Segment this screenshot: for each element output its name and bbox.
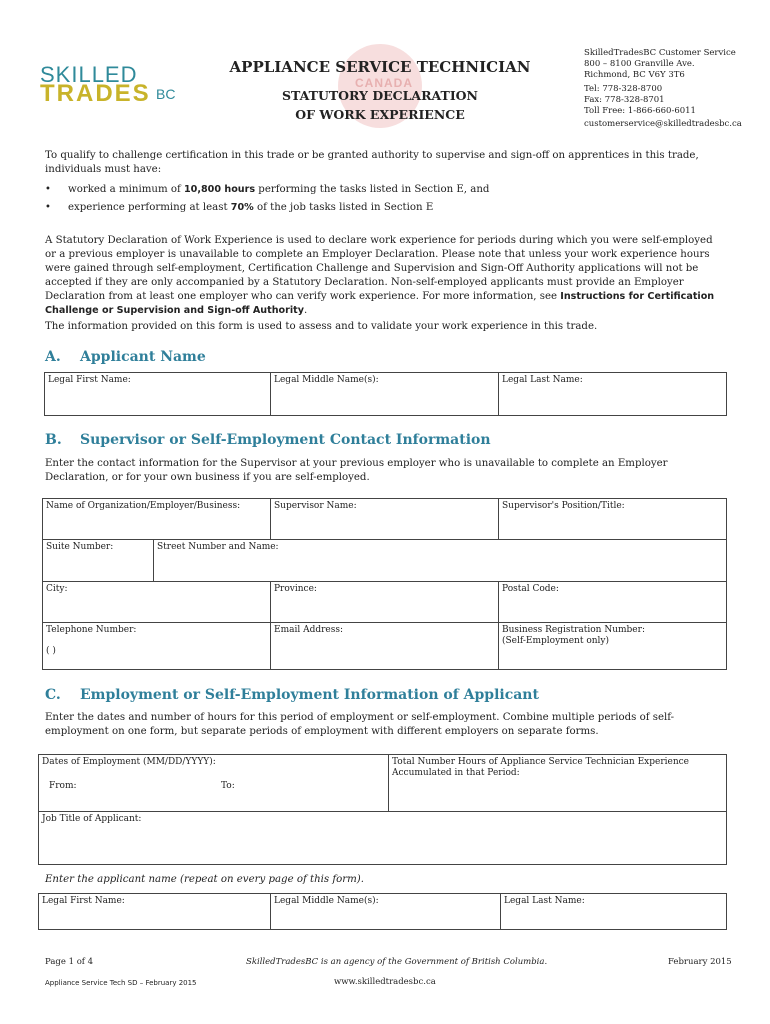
city-label: City:: [46, 584, 68, 594]
page-number: Page 1 of 4: [45, 957, 94, 967]
telephone-field[interactable]: [42, 622, 271, 670]
job-title-label: Job Title of Applicant:: [42, 814, 142, 824]
bullet-1: [68, 183, 688, 197]
repeat-legal-first-name-label: Legal First Name:: [42, 896, 125, 906]
telephone-label: Telephone Number:: [46, 625, 137, 635]
dates-of-employment-field[interactable]: [38, 754, 389, 812]
logo-trades-text: TRADES: [40, 80, 151, 107]
para2-end: .: [304, 305, 308, 316]
contact-org: SkilledTradesBC Customer Service: [584, 48, 736, 58]
document-subtitle-1: STATUTORY DECLARATION: [281, 88, 478, 103]
contact-email: customerservice@skilledtradesbc.ca: [584, 119, 742, 129]
bullet-dot: •: [45, 184, 51, 195]
email-field[interactable]: [270, 622, 499, 670]
email-label: Email Address:: [274, 625, 344, 635]
document-subtitle-2: OF WORK EXPERIENCE: [295, 107, 465, 122]
section-c-description: Enter the dates and number of hours for this period of employment or self-employment. Combine multiple periods of self-employment on one form, but separate periods of employment with different employers on separate forms.: [45, 712, 675, 737]
document-title: APPLIANCE SERVICE TECHNICIAN: [229, 58, 531, 76]
suite-number-field[interactable]: [42, 539, 154, 582]
contact-address2: Richmond, BC V6Y 3T6: [584, 70, 685, 80]
legal-first-name-label: Legal First Name:: [48, 375, 131, 385]
bullet-2-pre: experience performing at least: [68, 202, 231, 213]
dates-of-employment-label: Dates of Employment (MM/DD/YYYY):: [42, 757, 216, 767]
repeat-legal-last-name-field[interactable]: [500, 893, 727, 930]
legal-first-name-field[interactable]: [44, 372, 271, 416]
section-c-title: Employment or Self-Employment Information of Applicant: [80, 687, 539, 703]
bullet-2-post: of the job tasks listed in Section E: [253, 202, 434, 213]
bullet-2: [68, 201, 688, 215]
telephone-area-code: ( ): [46, 646, 56, 656]
total-hours-field[interactable]: [388, 754, 727, 812]
bullet-1-bold: 10,800 hours: [184, 184, 256, 195]
legal-last-name-label: Legal Last Name:: [502, 375, 583, 385]
supervisor-name-label: Supervisor Name:: [274, 501, 357, 511]
contact-address1: 800 – 8100 Granville Ave.: [584, 59, 695, 69]
suite-number-label: Suite Number:: [46, 542, 114, 552]
section-a-title: Applicant Name: [80, 349, 206, 365]
intro-paragraph-3: The information provided on this form is used to assess and to validate your work experience in this trade.: [45, 321, 598, 332]
intro-paragraph-2: [45, 234, 721, 318]
total-hours-label-2: Accumulated in that Period:: [392, 768, 520, 778]
seal-watermark-text: CANADA: [355, 76, 413, 90]
repeat-legal-last-name-label: Legal Last Name:: [504, 896, 585, 906]
street-field[interactable]: [153, 539, 727, 582]
footer-date: February 2015: [668, 957, 732, 967]
bullet-2-bold: 70%: [230, 202, 254, 213]
organization-name-field[interactable]: [42, 498, 271, 540]
business-registration-label: Business Registration Number:: [502, 625, 645, 635]
legal-last-name-field[interactable]: [498, 372, 727, 416]
repeat-legal-first-name-field[interactable]: [38, 893, 271, 930]
to-date-label: To:: [221, 781, 235, 791]
organization-name-label: Name of Organization/Employer/Business:: [46, 501, 241, 511]
legal-middle-name-label: Legal Middle Name(s):: [274, 375, 379, 385]
document-reference: Appliance Service Tech SD – February 2015: [45, 979, 197, 987]
contact-tel: Tel: 778-328-8700: [584, 84, 663, 94]
agency-statement: SkilledTradesBC is an agency of the Government of British Columbia.: [246, 957, 548, 967]
supervisor-name-field[interactable]: [270, 498, 499, 540]
logo-bc-text: BC: [156, 86, 176, 102]
legal-middle-name-field[interactable]: [270, 372, 499, 416]
bullet-1-pre: worked a minimum of: [68, 184, 184, 195]
street-label: Street Number and Name:: [157, 542, 279, 552]
province-field[interactable]: [270, 581, 499, 623]
section-b-description: Enter the contact information for the Supervisor at your previous employer who is unavailable to complete an Employer Declaration, or for your own business if you are self-employed.: [45, 458, 668, 483]
repeat-legal-middle-name-field[interactable]: [270, 893, 501, 930]
logo-skilled-text: SKILLED: [40, 62, 138, 87]
total-hours-label-1: Total Number Hours of Appliance Service Technician Experience: [392, 757, 689, 767]
postal-code-label: Postal Code:: [502, 584, 559, 594]
city-field[interactable]: [42, 581, 271, 623]
supervisor-position-field[interactable]: [498, 498, 727, 540]
para2-text: A Statutory Declaration of Work Experience is used to declare work experience for periods during which you were self-employed or a previous employer is unavailable to complete an Employer Declaration. Please note that unless your work experience hours were gained through self-employment, Certification Challenge and Supervision and Sign-Off Authority applications will not be accepted if they are only accompanied by a Statutory Declaration. Non-self-employed applicants must provide an Employer Declaration from at least one employer who can verify work experience. For more information, see: [45, 235, 713, 302]
contact-fax: Fax: 778-328-8701: [584, 95, 665, 105]
website-link[interactable]: www.skilledtradesbc.ca: [334, 977, 436, 987]
postal-code-field[interactable]: [498, 581, 727, 623]
intro-text: To qualify to challenge certification in this trade or be granted authority to supervise and sign-off on apprentices in this trade, individuals must have:: [45, 150, 699, 175]
business-registration-note: (Self-Employment only): [502, 636, 610, 646]
section-b-title: Supervisor or Self-Employment Contact Information: [80, 432, 491, 448]
business-registration-field[interactable]: [498, 622, 727, 670]
job-title-field[interactable]: [38, 811, 727, 865]
instructions-link[interactable]: Instructions for Certification Challenge or Supervision and Sign-off Authority: [45, 291, 715, 316]
bullet-1-post: performing the tasks listed in Section E, and: [255, 184, 490, 195]
section-a-letter: A.: [45, 349, 61, 365]
section-b-letter: B.: [45, 432, 62, 448]
repeat-name-note: Enter the applicant name (repeat on every page of this form).: [45, 874, 365, 885]
supervisor-position-label: Supervisor's Position/Title:: [502, 501, 625, 511]
from-date-label: From:: [49, 781, 77, 791]
contact-tollfree: Toll Free: 1-866-660-6011: [584, 106, 696, 116]
repeat-legal-middle-name-label: Legal Middle Name(s):: [274, 896, 379, 906]
bullet-dot: •: [45, 202, 51, 213]
province-label: Province:: [274, 584, 317, 594]
section-c-letter: C.: [45, 687, 61, 703]
